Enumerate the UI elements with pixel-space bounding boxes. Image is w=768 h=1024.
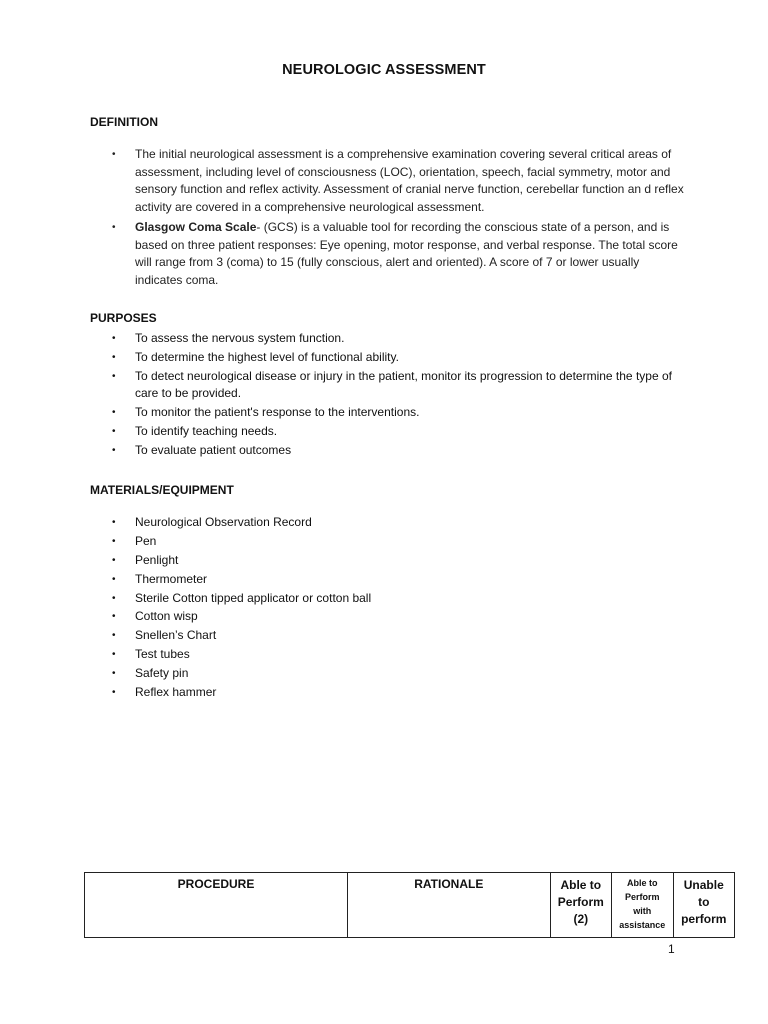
list-item: • Snellen’s Chart <box>110 627 685 644</box>
definition-item-text: - (GCS) is a valuable tool for recording the conscious state of a person, and is based on three patient responses: Eye opening, motor response, and verbal response. The total score will range from 3 (coma) to 15 (fully conscious, alert and oriented). A score of 7 or lower usually indicates coma. <box>135 220 678 287</box>
list-item: • Test tubes <box>110 646 685 663</box>
able-with-assistance-column-header: Able to Perform with assistance <box>612 873 673 938</box>
materials-heading: MATERIALS/EQUIPMENT <box>90 483 234 497</box>
page-title: NEUROLOGIC ASSESSMENT <box>282 62 486 78</box>
definition-list <box>110 146 685 292</box>
procedure-column-header: PROCEDURE <box>85 873 348 938</box>
definition-heading: DEFINITION <box>90 115 158 129</box>
list-item: • Safety pin <box>110 665 685 682</box>
table-header-row <box>85 873 735 938</box>
purposes-heading: PURPOSES <box>90 311 157 325</box>
list-item: • Reflex hammer <box>110 684 685 701</box>
purposes-list <box>110 330 685 461</box>
unable-to-perform-column-header: Unable to perform <box>673 873 735 938</box>
list-item: • To detect neurological disease or injury in the patient, monitor its progression to determine the type of care to be provided. <box>110 368 685 402</box>
list-item: • Cotton wisp <box>110 608 685 625</box>
list-item: • Penlight <box>110 552 685 569</box>
list-item: • Pen <box>110 533 685 550</box>
definition-item <box>110 146 685 216</box>
materials-list <box>110 514 685 703</box>
list-item: • To determine the highest level of functional ability. <box>110 349 685 366</box>
list-item: • Sterile Cotton tipped applicator or cotton ball <box>110 590 685 607</box>
list-item: • To evaluate patient outcomes <box>110 442 685 459</box>
list-item: • To identify teaching needs. <box>110 423 685 440</box>
list-item: • Thermometer <box>110 571 685 588</box>
list-item: • To monitor the patient's response to the interventions. <box>110 404 685 421</box>
page-number: 1 <box>668 942 675 956</box>
definition-item-text: The initial neurological assessment is a comprehensive examination covering several critical areas of assessment, including level of consciousness (LOC), orientation, speech, facial symmetry, motor and sensory function and reflex activity. Assessment of cranial nerve function, cerebellar function an d reflex activity are covered in a comprehensive neurological assessment. <box>135 147 684 214</box>
able-to-perform-column-header: Able to Perform (2) <box>550 873 611 938</box>
definition-item <box>110 219 685 289</box>
rationale-column-header: RATIONALE <box>348 873 551 938</box>
list-item: • To assess the nervous system function. <box>110 330 685 347</box>
procedure-table <box>84 872 735 938</box>
list-item: • Neurological Observation Record <box>110 514 685 531</box>
definition-item-lead: Glasgow Coma Scale <box>135 220 257 234</box>
